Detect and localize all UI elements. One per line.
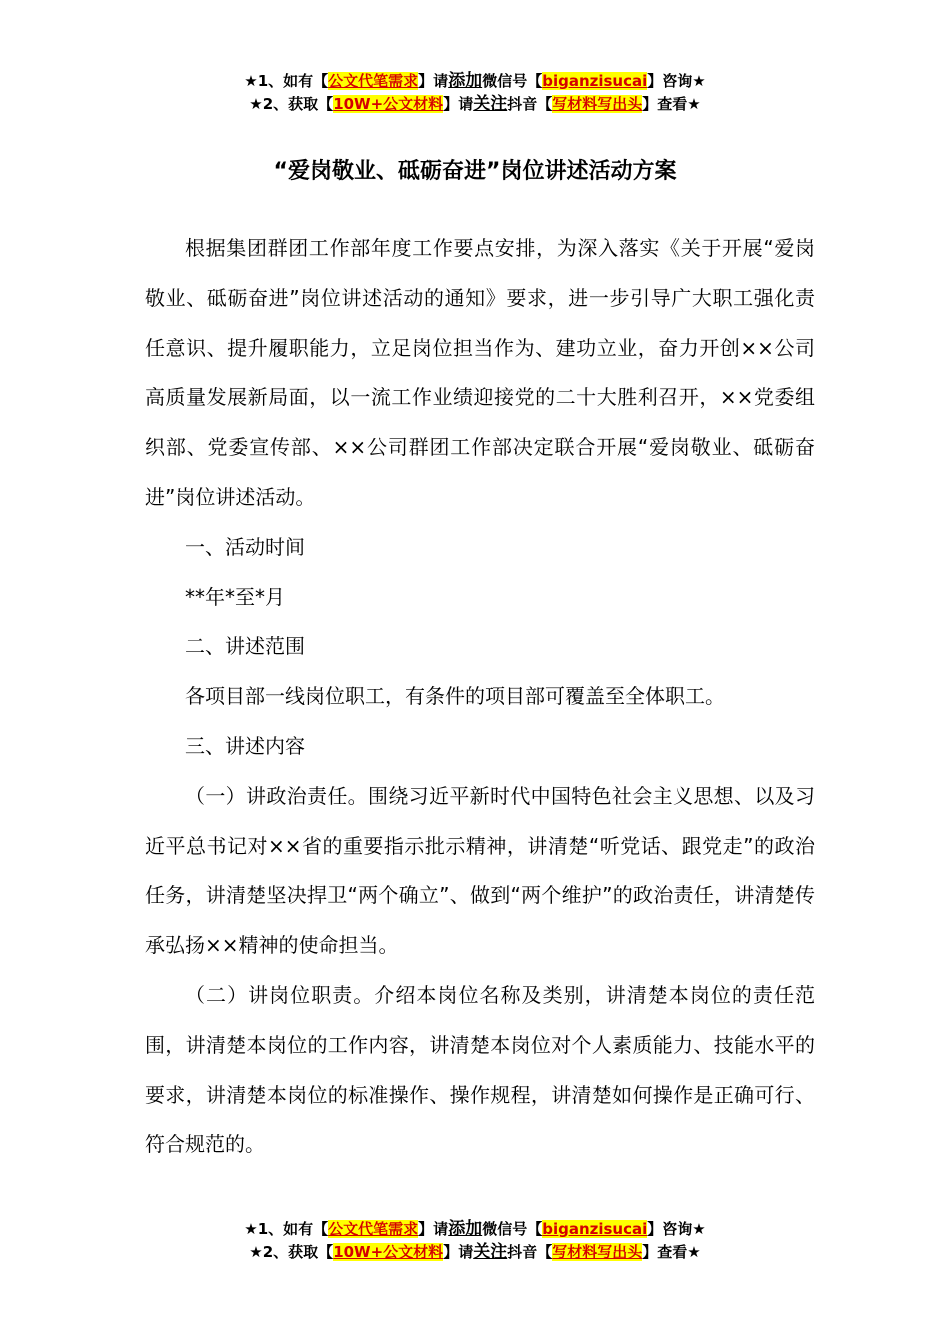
banner-line-1-prefix: ★1、如有【 <box>244 1220 329 1238</box>
banner-douyin-account: 写材料写出头 <box>552 95 643 113</box>
document-title: “爱岗敬业、砥砺奋进”岗位讲述活动方案 <box>273 159 677 184</box>
banner-text: 】请 <box>443 1243 474 1261</box>
banner-line-1 <box>0 70 950 93</box>
banner-highlight-service: 公文代笔需求 <box>328 72 419 90</box>
heading-scope: 二、讲述范围 <box>185 634 305 659</box>
banner-text: 】查看★ <box>642 1243 701 1261</box>
banner-wechat-id: biganzisucai <box>542 1220 648 1238</box>
paragraph-activity-time: **年*至*月 <box>185 584 285 609</box>
banner-douyin-account: 写材料写出头 <box>552 1243 643 1261</box>
banner-line-2-prefix: ★2、获取【 <box>249 1243 334 1261</box>
bottom-banner <box>0 1218 950 1264</box>
document-body <box>145 224 815 1170</box>
banner-emphasis-follow: 关注 <box>473 94 508 114</box>
paragraph-intro: 根据集团群团工作部年度工作要点安排，为深入落实《关于开展“爱岗敬业、砥砺奋进”岗位讲述活动的通知》要求，进一步引导广大职工强化责任意识、提升履职能力，立足岗位担当作为、建功立业，奋力开创××公司高质量发展新局面，以一流工作业绩迎接党的二十大胜利召开，××党委组织部、党委宣传部、××公司群团工作部决定联合开展“爱岗敬业、砥砺奋进”岗位讲述活动。 <box>145 236 815 509</box>
top-banner <box>0 70 950 116</box>
banner-line-1-prefix: ★1、如有【 <box>244 72 329 90</box>
banner-text: 抖音【 <box>507 95 553 113</box>
banner-highlight-materials: 10W+公文材料 <box>333 1243 444 1261</box>
banner-text: 】请 <box>443 95 474 113</box>
banner-line-1 <box>0 1218 950 1241</box>
banner-emphasis-follow: 关注 <box>473 1242 508 1262</box>
banner-line-2-prefix: ★2、获取【 <box>249 95 334 113</box>
banner-text: 】咨询★ <box>647 72 706 90</box>
banner-text: 】请 <box>418 1220 449 1238</box>
paragraph-post-duty: （二）讲岗位职责。介绍本岗位名称及类别，讲清楚本岗位的责任范围，讲清楚本岗位的工作内容，讲清楚本岗位对个人素质能力、技能水平的要求，讲清楚本岗位的标准操作、操作规程，讲清楚如何操作是正确可行、符合规范的。 <box>145 982 815 1157</box>
banner-line-2 <box>0 1241 950 1264</box>
banner-text: 微信号【 <box>482 1220 543 1238</box>
banner-text: 】请 <box>418 72 449 90</box>
banner-wechat-id: biganzisucai <box>542 72 648 90</box>
banner-emphasis-add: 添加 <box>448 1219 483 1239</box>
paragraph-political-duty: （一）讲政治责任。围绕习近平新时代中国特色社会主义思想、以及习近平总书记对××省的重要指示批示精神，讲清楚“听党话、跟党走”的政治任务，讲清楚坚决捍卫“两个确立”、做到“两个维护”的政治责任，讲清楚传承弘扬××精神的使命担当。 <box>145 783 815 958</box>
banner-emphasis-add: 添加 <box>448 71 483 91</box>
banner-text: 抖音【 <box>507 1243 553 1261</box>
heading-content: 三、讲述内容 <box>185 733 305 758</box>
banner-text: 微信号【 <box>482 72 543 90</box>
banner-line-2 <box>0 93 950 116</box>
banner-highlight-materials: 10W+公文材料 <box>333 95 444 113</box>
paragraph-scope: 各项目部一线岗位职工，有条件的项目部可覆盖至全体职工。 <box>185 684 725 709</box>
banner-text: 】查看★ <box>642 95 701 113</box>
banner-text: 】咨询★ <box>647 1220 706 1238</box>
banner-highlight-service: 公文代笔需求 <box>328 1220 419 1238</box>
heading-activity-time: 一、活动时间 <box>185 534 305 559</box>
